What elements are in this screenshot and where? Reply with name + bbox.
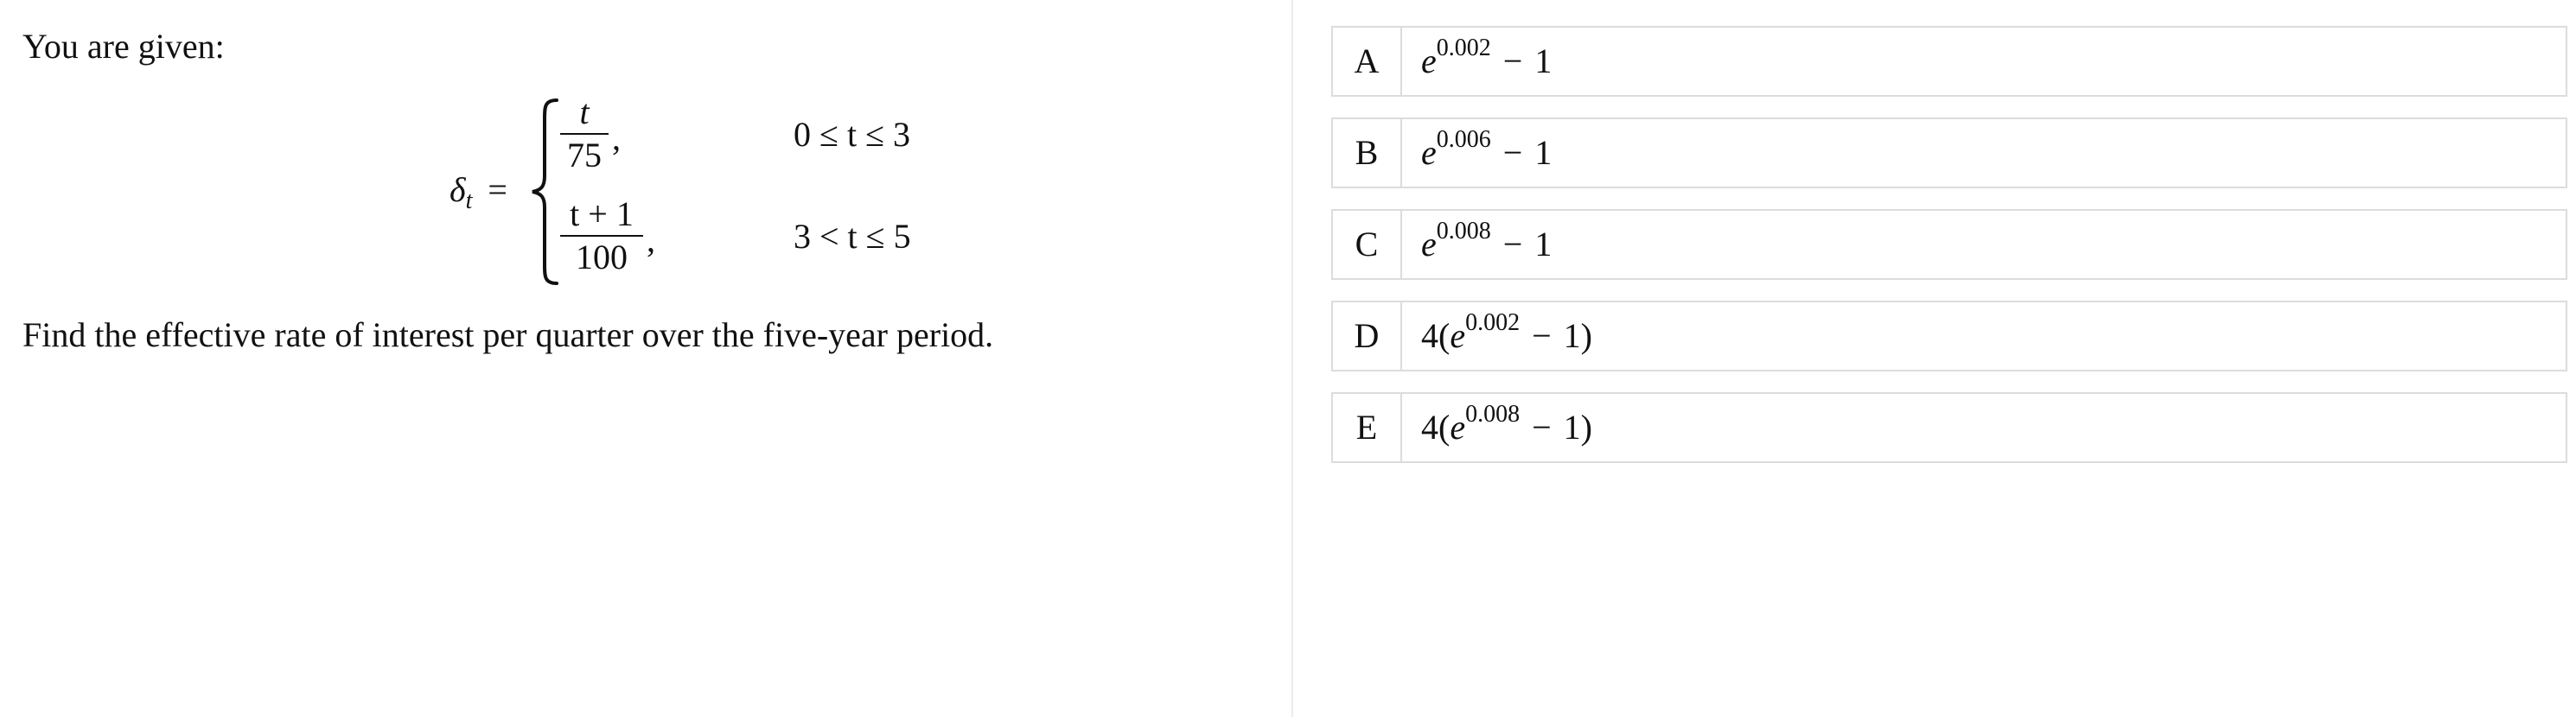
option-open-paren: ( — [1438, 408, 1451, 447]
case-1-comma: , — [612, 118, 621, 157]
answer-pane — [1293, 0, 2576, 717]
option-base: e — [1450, 408, 1466, 447]
answer-options — [1331, 26, 2567, 484]
answer-option-d[interactable] — [1331, 301, 2567, 371]
question-prompt: Find the effective rate of interest per quarter over the five-year period. — [22, 315, 994, 354]
option-base: e — [1421, 41, 1437, 80]
option-one: 1 — [1534, 133, 1553, 172]
answer-option-e[interactable] — [1331, 392, 2567, 463]
case-2-numerator: t + 1 — [570, 194, 634, 233]
option-close-paren: ) — [1580, 408, 1592, 447]
option-one: 1 — [1563, 316, 1581, 355]
option-base: e — [1421, 225, 1437, 263]
option-minus: − — [1502, 225, 1523, 263]
piecewise-formula — [450, 92, 911, 295]
delta-subscript: t — [465, 187, 473, 214]
case-2-condition: 3 < t ≤ 5 — [794, 217, 911, 256]
case-2-comma: , — [647, 220, 655, 259]
option-base: e — [1421, 133, 1437, 172]
option-coef: 4 — [1421, 408, 1438, 447]
case-1-condition: 0 ≤ t ≤ 3 — [794, 115, 911, 154]
equals-sign: = — [488, 170, 507, 209]
option-exponent: 0.008 — [1436, 218, 1491, 244]
option-close-paren: ) — [1580, 316, 1592, 355]
option-minus: − — [1502, 41, 1523, 80]
option-one: 1 — [1534, 41, 1553, 80]
option-base: e — [1450, 316, 1466, 355]
option-open-paren: ( — [1438, 316, 1451, 355]
case-2-denominator: 100 — [576, 238, 628, 276]
case-1-denominator: 75 — [567, 136, 602, 174]
delta-symbol: δ — [450, 170, 466, 209]
option-coef: 4 — [1421, 316, 1438, 355]
option-letter: A — [1333, 28, 1402, 95]
option-letter: B — [1333, 119, 1402, 187]
option-exponent: 0.006 — [1436, 126, 1491, 153]
option-one: 1 — [1534, 225, 1553, 263]
formula-lhs — [450, 168, 507, 224]
option-minus: − — [1532, 316, 1552, 355]
answer-option-a[interactable] — [1331, 26, 2567, 97]
option-expression — [1421, 394, 1592, 461]
option-expression — [1421, 302, 1592, 370]
option-minus: − — [1502, 133, 1523, 172]
answer-option-b[interactable] — [1331, 117, 2567, 188]
case-1-numerator: t — [579, 92, 590, 131]
option-exponent: 0.002 — [1436, 35, 1491, 61]
question-intro: You are given: — [22, 27, 225, 66]
option-expression — [1421, 28, 1552, 95]
option-exponent: 0.002 — [1465, 309, 1521, 336]
option-expression — [1421, 119, 1552, 187]
answer-option-c[interactable] — [1331, 209, 2567, 280]
option-one: 1 — [1563, 408, 1581, 447]
option-exponent: 0.008 — [1465, 401, 1521, 428]
option-minus: − — [1532, 408, 1552, 447]
case-2-fraction — [560, 194, 643, 278]
option-letter: C — [1333, 211, 1402, 278]
option-letter: D — [1333, 302, 1402, 370]
option-expression — [1421, 211, 1552, 278]
option-letter: E — [1333, 394, 1402, 461]
case-1-fraction — [560, 92, 609, 176]
